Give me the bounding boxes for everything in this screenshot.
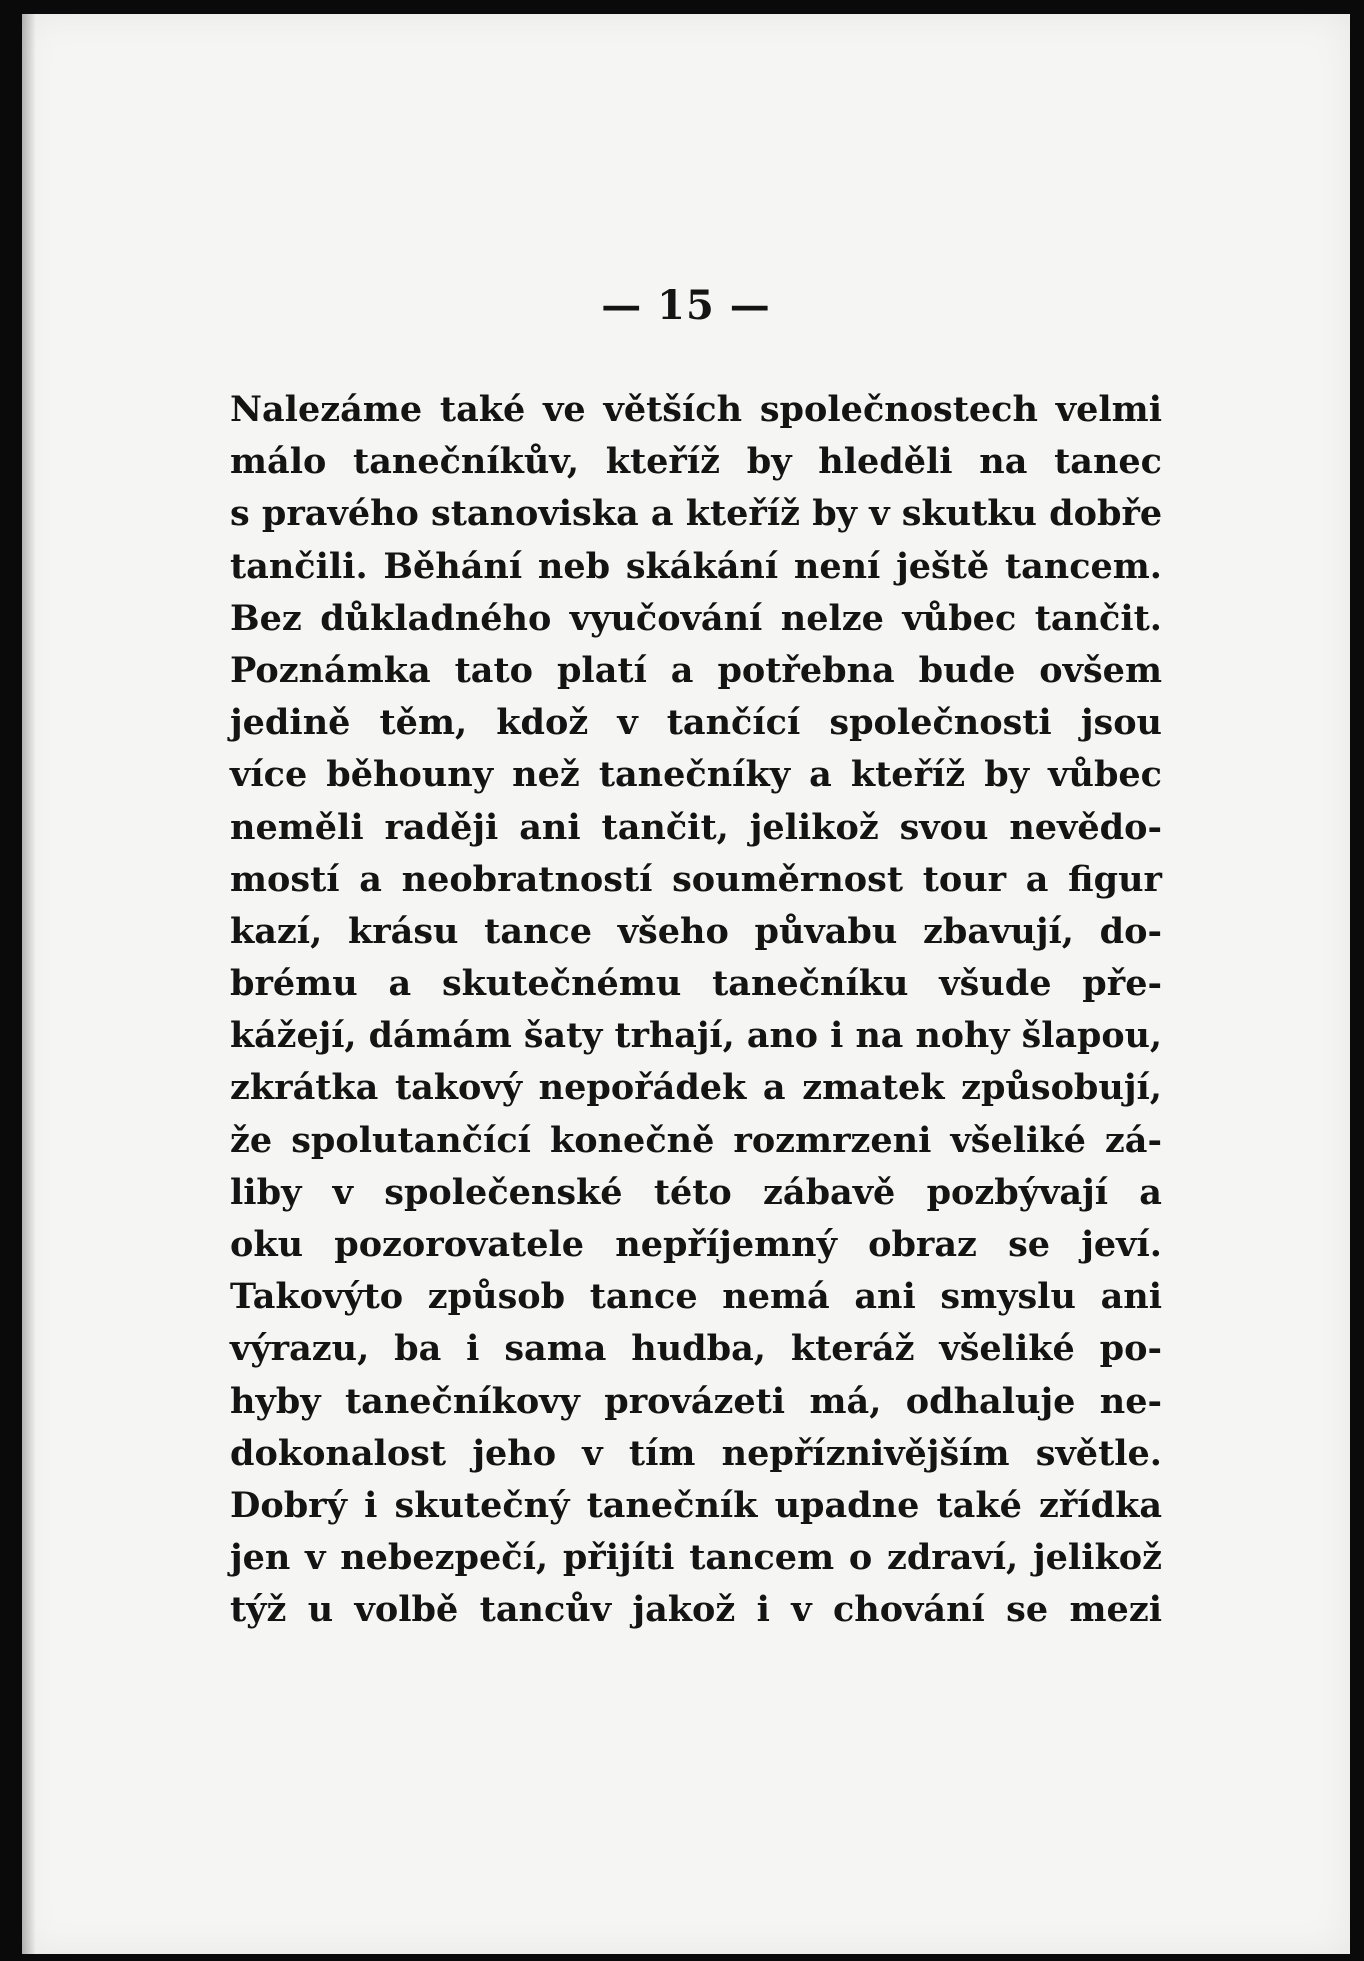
text-line: brému a skutečnému tanečníku všude pře-	[230, 963, 1162, 1005]
text-line: více běhouny než tanečníky a kteříž by vůbec	[230, 754, 1162, 796]
page-number: — 15 —	[601, 282, 771, 329]
text-line: málo tanečníkův, kteříž by hleděli na tanec	[230, 441, 1162, 483]
text-line: Bez důkladného vyučování nelze vůbec tančit.	[230, 597, 1162, 639]
text-line: mostí a neobratností souměrnost tour a figur	[230, 858, 1162, 900]
text-line: jen v nebezpečí, přijíti tancem o zdraví, jelikož	[230, 1537, 1162, 1579]
text-line: hyby tanečníkovy provázeti má, odhaluje ne-	[230, 1380, 1162, 1422]
text-line: výrazu, ba i sama hudba, kteráž všeliké po-	[230, 1328, 1162, 1370]
text-line: zkrátka takový nepořádek a zmatek způsobují,	[230, 1067, 1162, 1109]
body-text	[230, 384, 1162, 1637]
text-line: Takovýto způsob tance nemá ani smyslu ani	[230, 1276, 1162, 1318]
text-line: dokonalost jeho v tím nepříznivějším světle.	[230, 1432, 1162, 1474]
text-line: kážejí, dámám šaty trhají, ano i na nohy šlapou,	[230, 1015, 1163, 1057]
text-line: neměli raději ani tančit, jelikož svou nevědo-	[230, 806, 1162, 848]
text-line: Poznámka tato platí a potřebna bude ovšem	[230, 649, 1162, 691]
text-line: Nalezáme také ve větších společnostech velmi	[230, 389, 1162, 430]
book-page	[22, 14, 1350, 1954]
text-line: týž u volbě tancův jakož i v chování se mezi	[230, 1589, 1162, 1631]
text-line: jedině těm, kdož v tančící společnosti jsou	[230, 702, 1162, 744]
text-line: liby v společenské této zábavě pozbývají a	[230, 1171, 1162, 1213]
text-line: s pravého stanoviska a kteříž by v skutku dobře	[230, 493, 1163, 535]
text-line: že spolutančící konečně rozmrzeni všeliké zá-	[230, 1119, 1162, 1161]
text-line: oku pozorovatele nepříjemný obraz se jeví.	[230, 1224, 1162, 1265]
text-line: tančili. Běhání neb skákání není ještě tancem.	[230, 545, 1162, 587]
text-line: kazí, krásu tance všeho půvabu zbavují, do-	[230, 910, 1162, 952]
text-line: Dobrý i skutečný tanečník upadne také zřídka	[230, 1484, 1162, 1526]
